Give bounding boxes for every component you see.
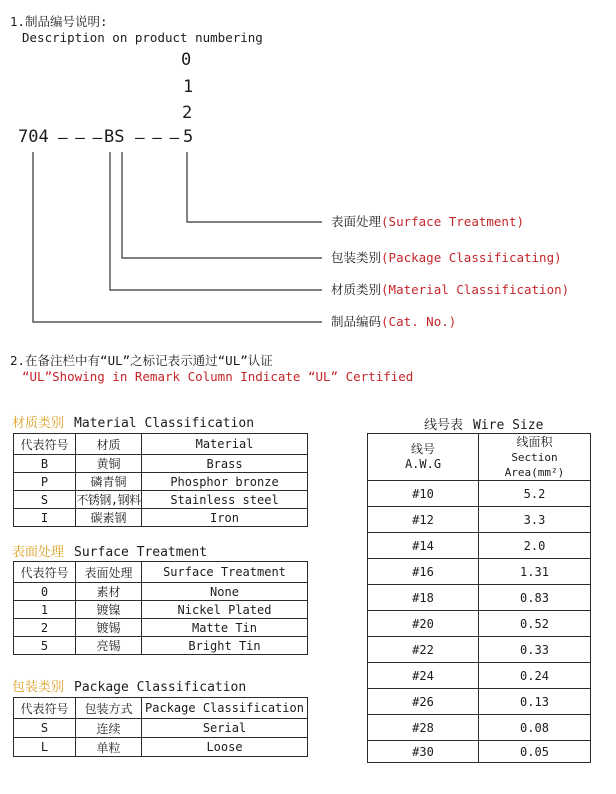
package-table-title-cn: 包装类别 — [12, 680, 65, 695]
table-row — [14, 601, 308, 619]
cell: 0.13 — [479, 689, 591, 715]
callout-surface-treatment-en: (Surface Treatment) — [381, 214, 525, 229]
package-table-title-en: Package Classification — [74, 680, 247, 695]
code-separator-1: – – – — [58, 128, 102, 147]
package-table-title — [12, 676, 246, 695]
cell: 不锈钢,钢料 — [76, 491, 142, 509]
col-header: 代表符号 — [14, 434, 76, 455]
table-row — [368, 611, 591, 637]
cell: Stainless steel — [142, 491, 308, 509]
cell: Brass — [142, 455, 308, 473]
wire-table-title-en: Wire Size — [473, 418, 544, 433]
cell: #18 — [368, 585, 479, 611]
cell: S — [14, 491, 76, 509]
cell: 0.08 — [479, 715, 591, 741]
section1-title-en: Description on product numbering — [22, 30, 263, 45]
table-row — [368, 559, 591, 585]
cell: Nickel Plated — [142, 601, 308, 619]
cell: 2 — [14, 619, 76, 637]
cell: 3.3 — [479, 507, 591, 533]
callout-package-class-cn: 包装类别 — [331, 250, 382, 265]
col-header: 代表符号 — [14, 698, 76, 719]
col-header: 包装方式 — [76, 698, 142, 719]
cell: 磷青铜 — [76, 473, 142, 491]
section2-note-en: “UL”Showing in Remark Column Indicate “UL” Certified — [22, 369, 414, 384]
table-row — [368, 585, 591, 611]
cell: 亮锡 — [76, 637, 142, 655]
cell: #16 — [368, 559, 479, 585]
callout-package-class-en: (Package Classificating) — [381, 250, 562, 265]
code-prefix: 704 — [18, 127, 49, 147]
cell: None — [142, 583, 308, 601]
cell: Iron — [142, 509, 308, 527]
cell: 0.24 — [479, 663, 591, 689]
table-row — [14, 455, 308, 473]
cell: 镀锡 — [76, 619, 142, 637]
cell: P — [14, 473, 76, 491]
cell: 5 — [14, 637, 76, 655]
table-row — [14, 738, 308, 757]
code-mid: BS — [104, 127, 125, 147]
table-row — [368, 741, 591, 763]
cell: Bright Tin — [142, 637, 308, 655]
cell: L — [14, 738, 76, 757]
section2-note-cn: 2.在备注栏中有“UL”之标记表示通过“UL”认证 — [10, 353, 273, 368]
table-row — [368, 533, 591, 559]
table-row — [368, 715, 591, 741]
callout-cat-no-en: (Cat. No.) — [381, 314, 457, 329]
surface-table-title — [12, 541, 207, 560]
table-row — [368, 637, 591, 663]
cell: B — [14, 455, 76, 473]
table-row — [14, 719, 308, 738]
cell: 5.2 — [479, 481, 591, 507]
col-header: 材质 — [76, 434, 142, 455]
package-header-row — [14, 698, 308, 719]
callout-material-class — [331, 282, 569, 298]
cell: #28 — [368, 715, 479, 741]
cell: 单粒 — [76, 738, 142, 757]
wire-table-title — [424, 414, 543, 433]
col-header: Package Classification — [142, 698, 308, 719]
cell: #26 — [368, 689, 479, 715]
wire-table-title-cn: 线号表 — [424, 418, 464, 433]
col-header-awg — [368, 434, 479, 481]
table-row — [14, 619, 308, 637]
table-row — [368, 663, 591, 689]
material-header-row — [14, 434, 308, 455]
cell: 碳素钢 — [76, 509, 142, 527]
cell: 0.33 — [479, 637, 591, 663]
material-table-title-en: Material Classification — [74, 416, 255, 431]
option-digit-0: 0 — [181, 50, 192, 70]
cell: #20 — [368, 611, 479, 637]
cell: #10 — [368, 481, 479, 507]
surface-header-row — [14, 562, 308, 583]
section1-title-cn: 1.制品编号说明: — [10, 14, 108, 29]
col-header: 代表符号 — [14, 562, 76, 583]
col-header-area-en: Section Area(mm²) — [504, 450, 565, 479]
option-digit-1: 1 — [183, 77, 194, 97]
col-header: Surface Treatment — [142, 562, 308, 583]
col-header-area-cn: 线面积 — [516, 434, 553, 449]
cell: 0 — [14, 583, 76, 601]
cell: 1 — [14, 601, 76, 619]
callout-surface-treatment-cn: 表面处理 — [331, 214, 382, 229]
cell: 1.31 — [479, 559, 591, 585]
col-header: Material — [142, 434, 308, 455]
callout-surface-treatment — [331, 214, 524, 230]
table-row — [14, 637, 308, 655]
table-row — [368, 689, 591, 715]
cell: 2.0 — [479, 533, 591, 559]
table-row — [368, 481, 591, 507]
col-header-awg-en: A.W.G — [404, 457, 442, 471]
cell: 镀镍 — [76, 601, 142, 619]
table-row — [368, 507, 591, 533]
material-table — [13, 433, 308, 527]
cell: Phosphor bronze — [142, 473, 308, 491]
table-row — [14, 509, 308, 527]
callout-material-class-cn: 材质类别 — [331, 282, 382, 297]
surface-table — [13, 561, 308, 655]
material-table-title — [12, 412, 254, 431]
callout-material-class-en: (Material Classification) — [381, 282, 570, 297]
callout-cat-no — [331, 314, 456, 330]
surface-table-title-en: Surface Treatment — [74, 545, 208, 560]
cell: 连续 — [76, 719, 142, 738]
code-separator-2: – – – — [135, 128, 179, 147]
wire-table — [367, 433, 591, 763]
cell: 0.52 — [479, 611, 591, 637]
cell: #14 — [368, 533, 479, 559]
cell: 黄铜 — [76, 455, 142, 473]
callout-package-class — [331, 250, 562, 266]
col-header-section-area — [479, 434, 591, 481]
material-table-title-cn: 材质类别 — [12, 416, 65, 431]
cell: 0.05 — [479, 741, 591, 763]
cell: #12 — [368, 507, 479, 533]
callout-cat-no-cn: 制品编码 — [331, 314, 382, 329]
option-digit-2: 2 — [182, 103, 193, 123]
cell: Serial — [142, 719, 308, 738]
code-suffix: 5 — [183, 127, 194, 147]
table-row — [14, 491, 308, 509]
col-header: 表面处理 — [76, 562, 142, 583]
cell: I — [14, 509, 76, 527]
table-row — [14, 583, 308, 601]
col-header-awg-cn: 线号 — [410, 442, 435, 456]
wire-header-row — [368, 434, 591, 481]
table-row — [14, 473, 308, 491]
cell: 素材 — [76, 583, 142, 601]
cell: Loose — [142, 738, 308, 757]
cell: #30 — [368, 741, 479, 763]
cell: 0.83 — [479, 585, 591, 611]
surface-table-title-cn: 表面处理 — [12, 545, 65, 560]
package-table — [13, 697, 308, 757]
cell: #22 — [368, 637, 479, 663]
cell: #24 — [368, 663, 479, 689]
cell: S — [14, 719, 76, 738]
cell: Matte Tin — [142, 619, 308, 637]
